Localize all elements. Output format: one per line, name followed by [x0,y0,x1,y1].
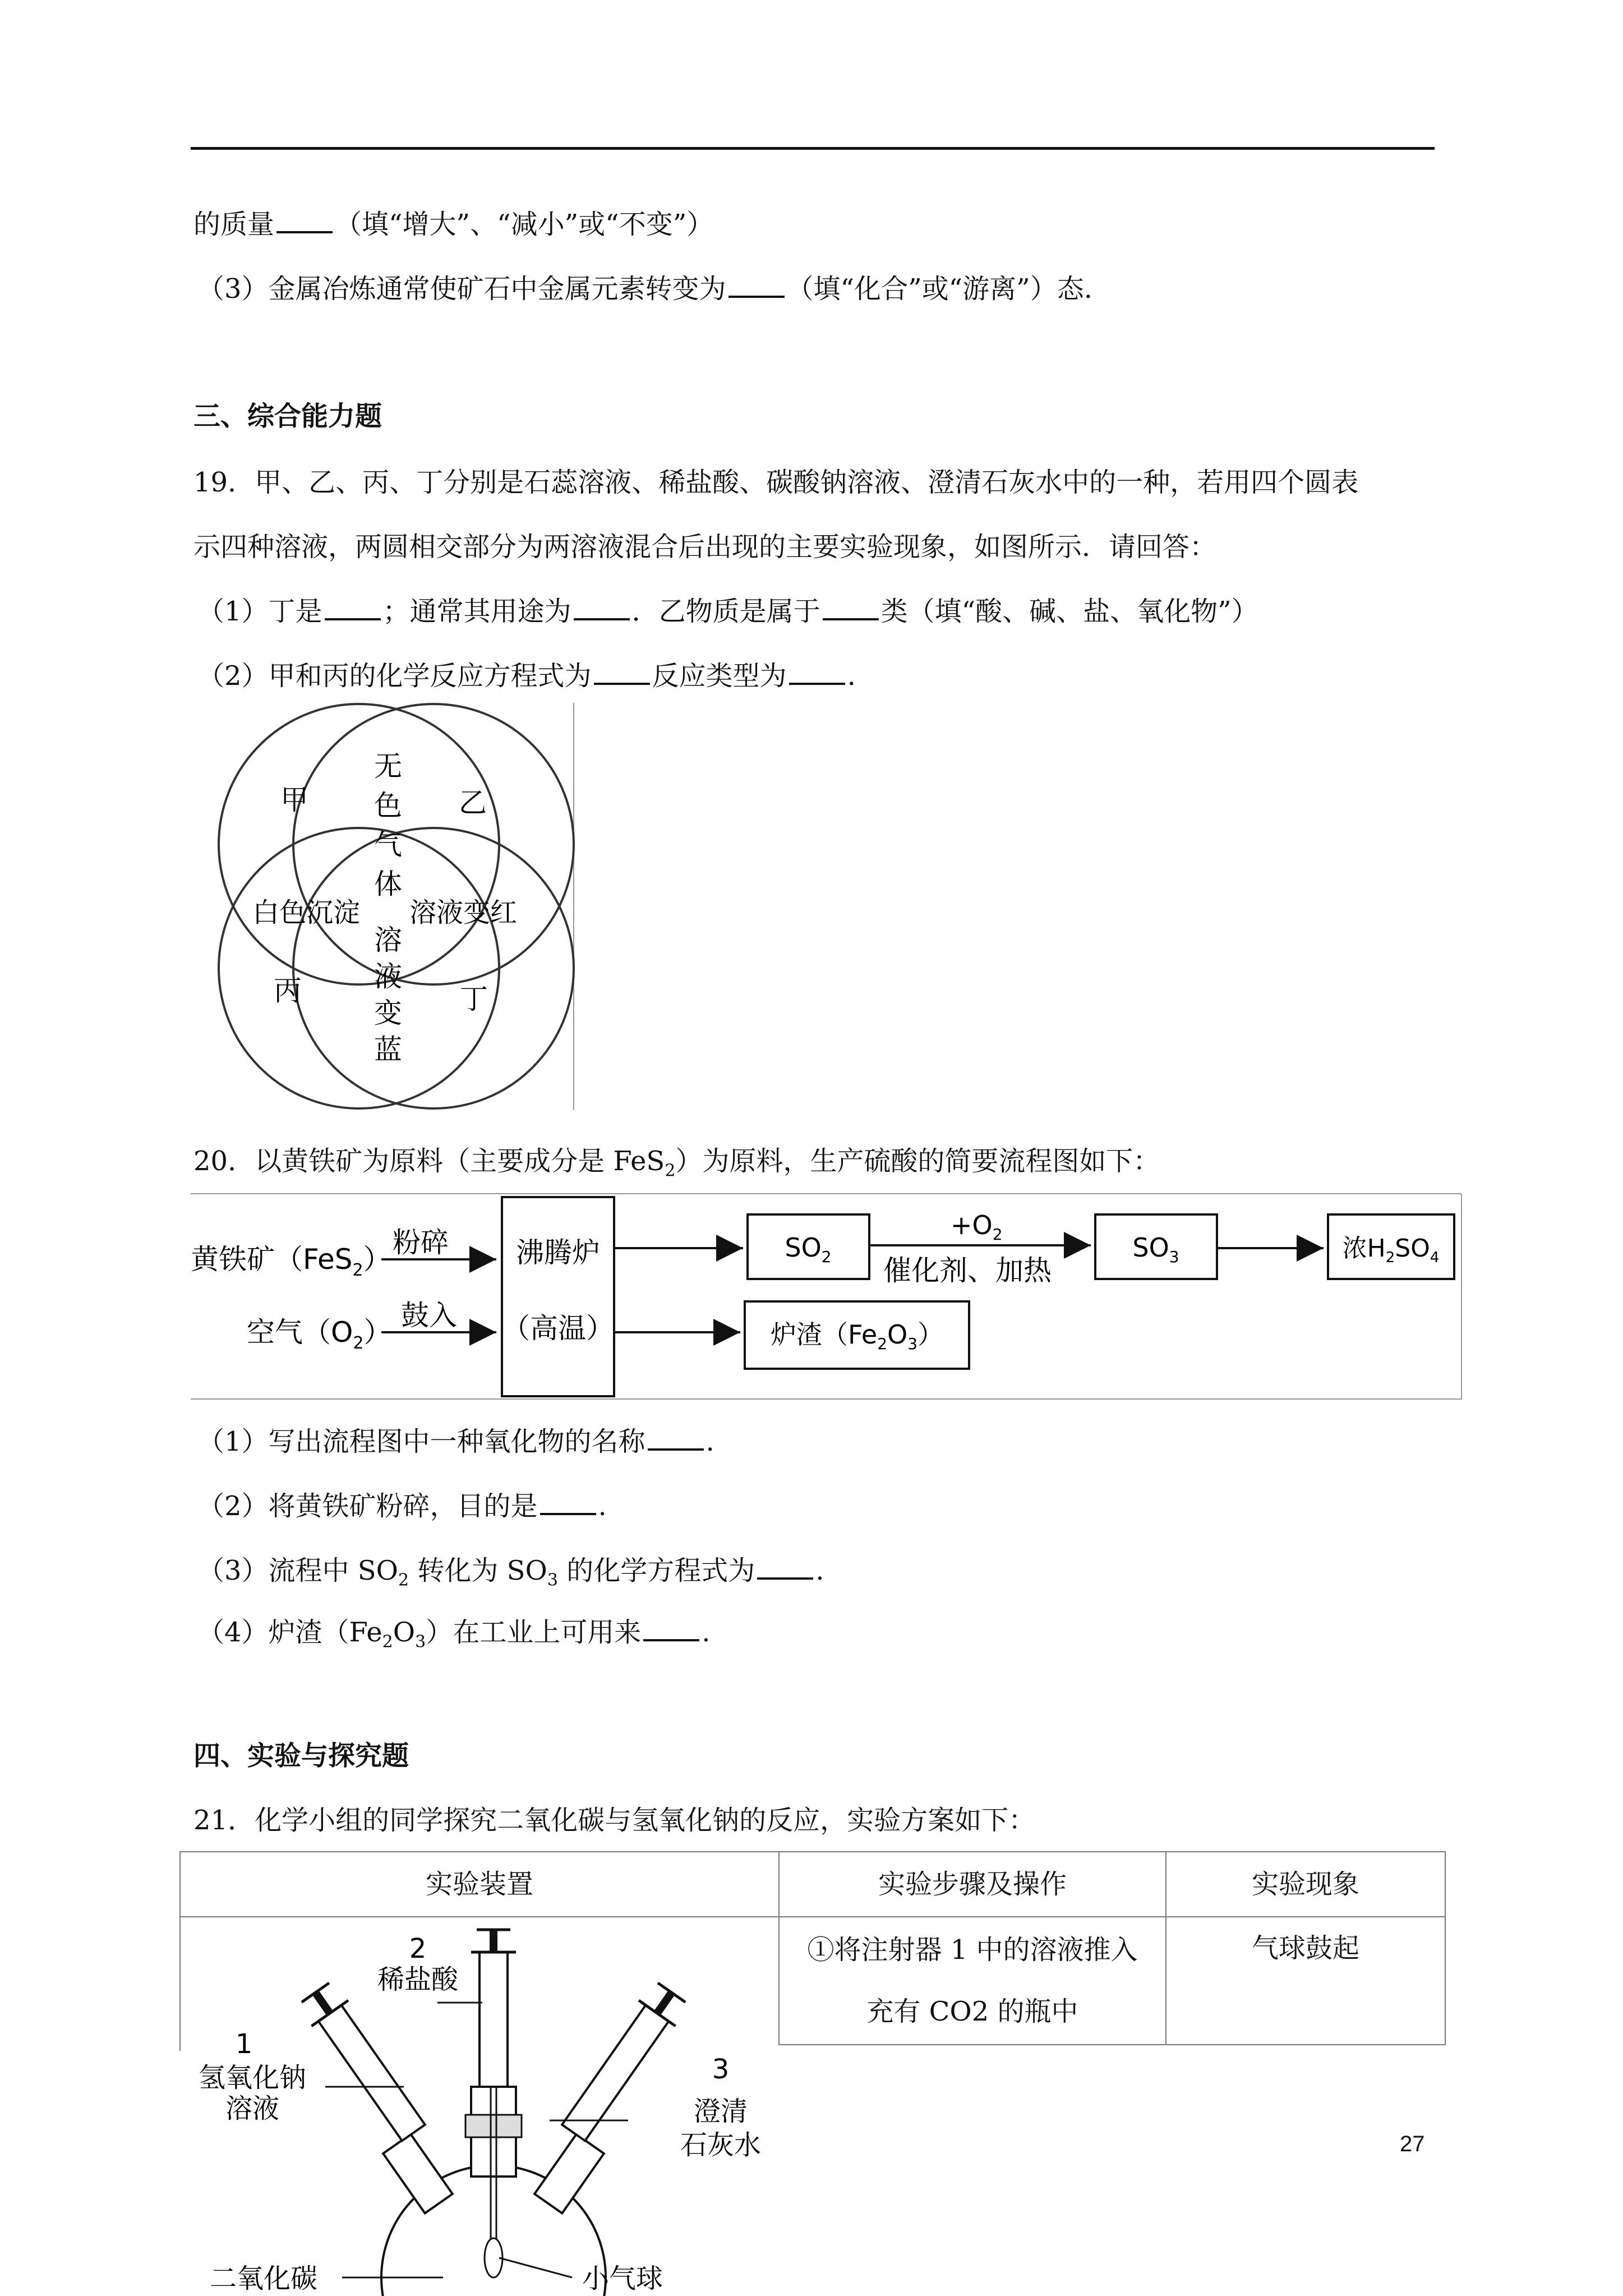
svg-text:气: 气 [374,829,402,861]
syringe-1-shape [297,1980,432,2146]
header-rule [191,147,1435,150]
table-cell-step [778,1916,1166,2045]
section-heading: 四、实验与探究题 [193,1740,409,1772]
step-line: 充有 CO2 的瓶中 [866,1996,1078,2027]
text-line: （1）丁是 ；通常其用途为 ．乙物质是属于 类（填“酸、碱、盐、氧化物”） [197,596,1258,627]
text-line: （2）甲和丙的化学反应方程式为 反应类型为 . [197,660,856,692]
svg-text:液: 液 [374,960,402,993]
syringe-1-label: 氢氧化钠 [198,2062,307,2093]
page-number: 27 [1400,2132,1425,2156]
flow-furnace-top: 沸腾炉 [516,1236,600,1269]
flow-blow-label: 鼓入 [401,1299,457,1332]
flow-plus-o2: $+O_2$ [951,1210,1003,1244]
venn-top-overlap [374,750,402,900]
flow-acid-label: 浓$H_2SO_4$ [1342,1234,1440,1266]
syringe-1-number: 1 [235,2028,253,2060]
flow-crush-label: 粉碎 [393,1226,449,1259]
flow-air-label: 空气$(O_2)$ [247,1316,392,1353]
svg-text:无: 无 [374,750,402,783]
answer-blank[interactable] [823,596,879,620]
syringe-3-label: 澄清 [693,2096,748,2127]
answer-blank[interactable] [540,1490,596,1515]
syringe-2-label: 稀盐酸 [377,1964,459,1995]
text-line: （2）将黄铁矿粉碎，目的是 . [197,1490,607,1522]
flow-furnace-box [502,1197,614,1396]
flow-ore-label: 黄铁矿（FeS$_2$） [191,1243,391,1280]
venn-right-overlap: 溶液变红 [409,897,518,928]
text-line: （3）流程中 $SO_2$ 转化为 $SO_3$ 的化学方程式为 . [197,1555,824,1590]
answer-blank[interactable] [643,1617,699,1641]
answer-blank[interactable] [648,1426,704,1451]
answer-blank[interactable] [325,596,381,620]
syringe-2-shape [479,1952,508,2087]
venn-label-jia: 甲 [280,784,308,816]
venn-label-ding: 丁 [460,983,488,1015]
answer-blank[interactable] [757,1555,813,1580]
venn-bottom-overlap [374,924,402,1066]
table-header-steps: 实验步骤及操作 [778,1851,1166,1917]
flow-slag-label: 炉渣$(Fe_2O_3)$ [770,1319,944,1353]
svg-text:色: 色 [374,789,402,822]
answer-blank[interactable] [276,209,333,233]
text-line: （4）炉渣$(Fe_2O_3)$在工业上可用来 . [197,1617,711,1652]
section-heading: 三、综合能力题 [193,401,382,432]
table-cell-phenomenon: 气球鼓起 [1165,1916,1446,2045]
venn-left-overlap: 白色沉淀 [252,897,361,928]
table-header-apparatus: 实验装置 [179,1851,780,1917]
text-line: （1）写出流程图中一种氧化物的名称 . [197,1426,714,1457]
apparatus-diagram [179,1918,768,2296]
flow-so3-label: $SO_3$ [1132,1232,1179,1266]
table-header-phenomenon: 实验现象 [1165,1851,1446,1917]
process-flowchart [191,1189,1464,1402]
venn-label-yi: 乙 [459,786,487,819]
svg-text:蓝: 蓝 [374,1033,402,1066]
text-line: （3）金属冶炼通常使矿石中金属元素转变为 （填“化合”或“游离”）态. [197,273,1092,305]
co2-label: 二氧化碳 [209,2263,318,2294]
answer-blank[interactable] [594,660,650,685]
question-text: 19．甲、乙、丙、丁分别是石蕊溶液、稀盐酸、碳酸钠溶液、澄清石灰水中的一种，若用四个圆表 [193,467,1359,498]
syringe-3-number: 3 [712,2054,730,2085]
flow-catalyst: 催化剂、加热 [883,1254,1052,1287]
question-text: 20．以黄铁矿为原料（主要成分是 FeS$_2$）为原料，生产硫酸的简要流程图如下： [193,1145,1160,1181]
question-text: 示四种溶液，两圆相交部分为两溶液混合后出现的主要实验现象，如图所示．请回答： [193,531,1217,563]
text-line: 的质量 （填“增大”、“减小”或“不变”） [193,209,714,240]
balloon-label: 小气球 [582,2263,663,2294]
answer-blank[interactable] [789,660,845,685]
flow-so2-label: $SO_2$ [785,1232,832,1266]
svg-text:变: 变 [374,997,402,1029]
question-text: 21．化学小组的同学探究二氧化碳与氢氧化钠的反应，实验方案如下： [193,1805,1036,1836]
flow-furnace-bottom: （高温） [502,1312,614,1345]
syringe-2-number: 2 [409,1933,427,1964]
venn-diagram [191,703,578,1112]
step-line: ①将注射器 1 中的溶液推入 [807,1934,1138,1966]
svg-text:溶: 溶 [374,924,402,956]
syringe-3-label: 石灰水 [680,2129,762,2161]
svg-text:体: 体 [374,868,402,900]
venn-label-bing: 丙 [274,974,302,1007]
answer-blank[interactable] [574,596,630,620]
answer-blank[interactable] [728,273,785,298]
syringe-1-label: 溶液 [225,2093,280,2124]
